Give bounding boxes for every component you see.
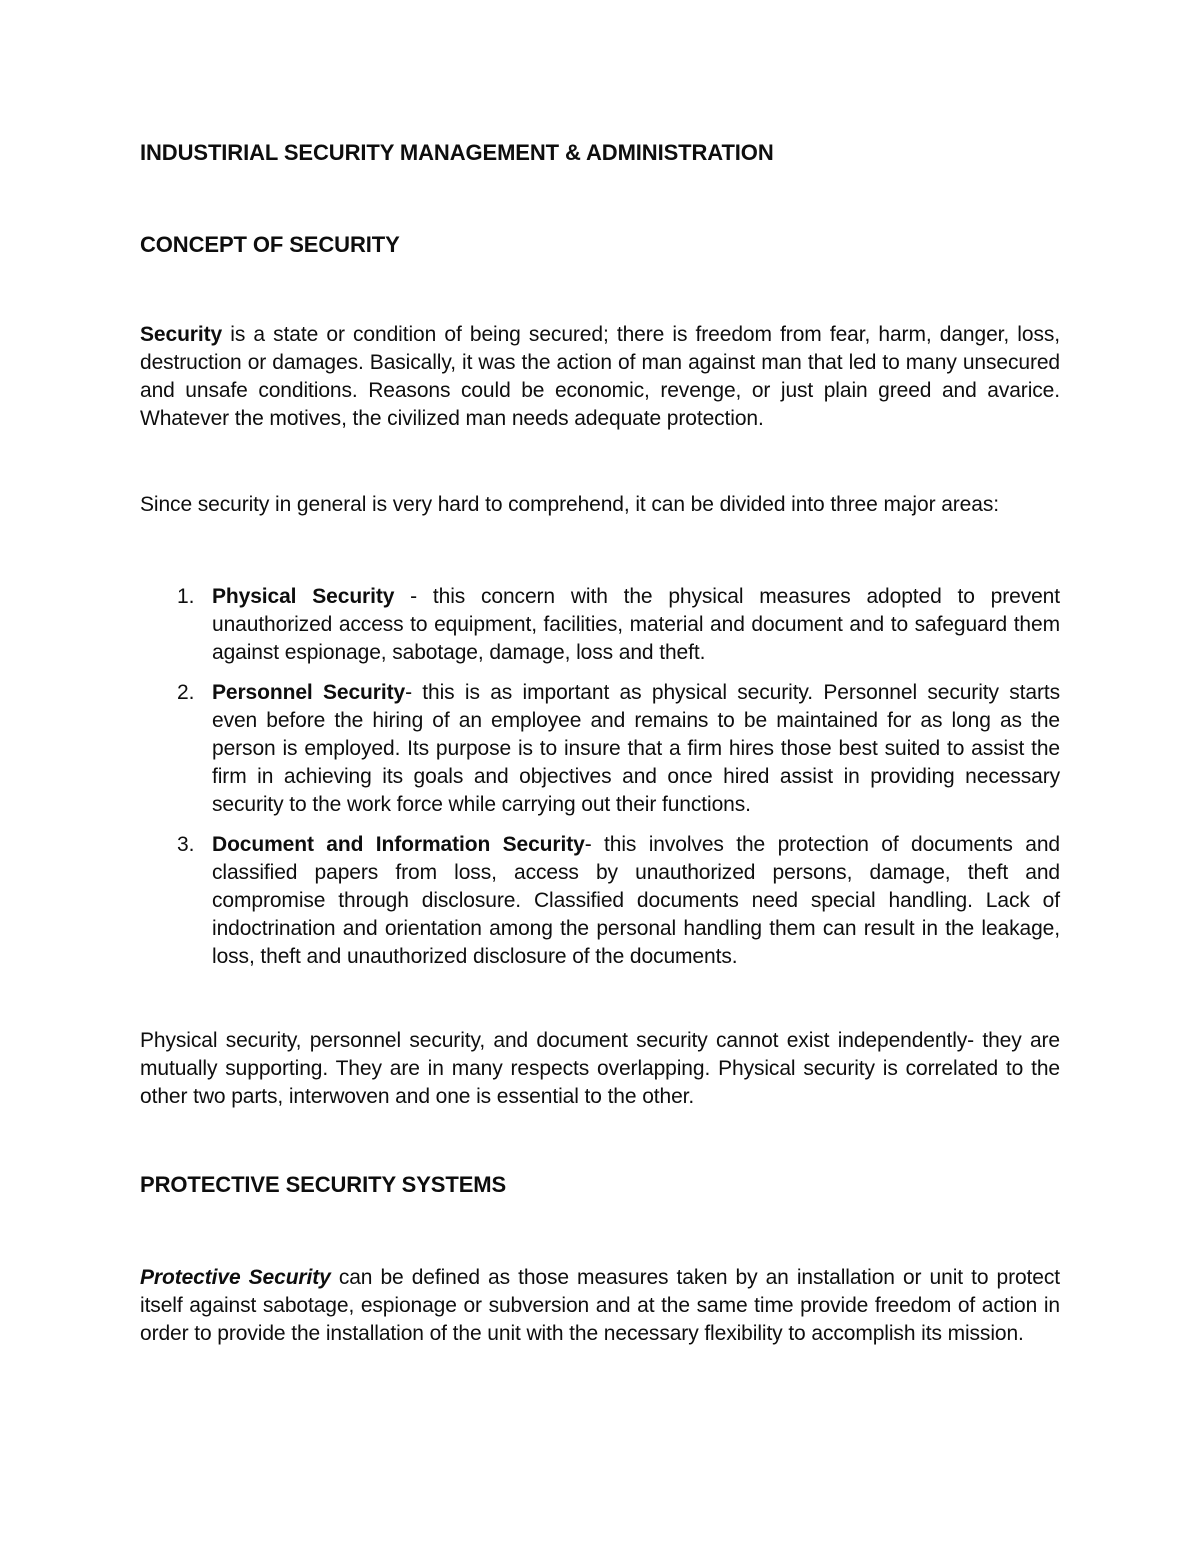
security-term: Security bbox=[140, 323, 223, 346]
physical-security-text: - this concern with the physical measures adopted to prevent unauthorized access to equipment, facilities, material and document and to safeguard them against espionage, sabotage, damage, loss and theft. bbox=[212, 585, 1060, 664]
mutual-support-summary-paragraph: Physical security, personnel security, and document security cannot exist independently- they are mutually supporting. They are in many respects overlapping. Physical security is correlated to the other two parts, interwoven and one is essential to the other. bbox=[140, 1029, 1060, 1108]
document-title: INDUSTIRIAL SECURITY MANAGEMENT & ADMINISTRATION bbox=[140, 140, 774, 165]
list-item-document-information-security bbox=[140, 831, 1060, 971]
list-item-number: 3. bbox=[177, 833, 195, 856]
security-areas-list bbox=[140, 583, 1060, 971]
list-item-text bbox=[212, 831, 1060, 971]
list-item-number: 1. bbox=[177, 585, 195, 608]
document-information-security-term: Document and Information Security bbox=[212, 833, 585, 856]
list-item-text bbox=[212, 583, 1060, 667]
protective-security-definition-paragraph bbox=[140, 1264, 1060, 1348]
personnel-security-text: - this is as important as physical security. Personnel security starts even before the hiring of an employee and remains to be maintained for as long as the person is employed. Its purpose is to insure that a firm hires those best suited to assist the firm in achieving its goals and objectives and once hired assist in providing necessary security to the work force while carrying out their functions. bbox=[212, 681, 1060, 816]
protective-security-systems-heading: PROTECTIVE SECURITY SYSTEMS bbox=[140, 1172, 507, 1197]
security-definition-text: is a state or condition of being secured; there is freedom from fear, harm, danger, loss, destruction or damages. Basically, it was the action of man against man that led to many unsecured and unsafe conditions. Reasons could be economic, revenge, or just plain greed and avarice. Whatever the motives, the civilized man needs adequate protection. bbox=[140, 323, 1060, 430]
document-content bbox=[140, 139, 1060, 1348]
personnel-security-term: Personnel Security bbox=[212, 681, 406, 704]
concept-of-security-heading: CONCEPT OF SECURITY bbox=[140, 232, 400, 257]
list-item-personnel-security bbox=[140, 679, 1060, 819]
protective-security-definition-text: can be defined as those measures taken by an installation or unit to protect itself against sabotage, espionage or subversion and at the same time provide freedom of action in order to provide the installation of the unit with the necessary flexibility to accomplish its mission. bbox=[140, 1266, 1060, 1345]
security-definition-paragraph bbox=[140, 321, 1060, 433]
document-information-security-text: - this involves the protection of documents and classified papers from loss, access by unauthorized persons, damage, theft and compromise through disclosure. Classified documents need special handling. Lack of indoctrination and orientation among the personal handling them can result in the leakage, loss, theft and unauthorized disclosure of the documents. bbox=[212, 833, 1060, 968]
three-areas-intro-paragraph: Since security in general is very hard to comprehend, it can be divided into three major areas: bbox=[140, 493, 999, 516]
physical-security-term: Physical Security bbox=[212, 585, 395, 608]
list-item-number: 2. bbox=[177, 681, 195, 704]
list-item-physical-security bbox=[140, 583, 1060, 667]
list-item-text bbox=[212, 679, 1060, 819]
protective-security-term: Protective Security bbox=[140, 1266, 331, 1289]
